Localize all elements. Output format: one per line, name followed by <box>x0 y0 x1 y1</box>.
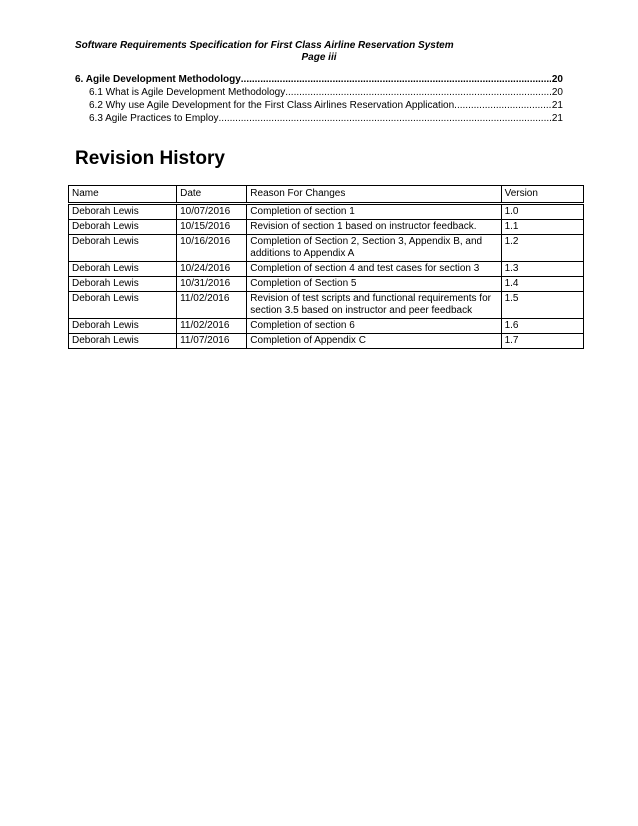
toc-entry-label: 6. Agile Development Methodology <box>75 74 241 85</box>
cell-version: 1.5 <box>501 292 583 319</box>
cell-date: 10/16/2016 <box>177 235 247 262</box>
column-header-name: Name <box>69 186 177 204</box>
cell-reason: Revision of test scripts and functional requirements for section 3.5 based on instructor and peer feedback <box>247 292 501 319</box>
cell-name: Deborah Lewis <box>69 220 177 235</box>
cell-version: 1.3 <box>501 262 583 277</box>
toc-entry-page: 20 <box>551 87 563 98</box>
cell-version: 1.6 <box>501 319 583 334</box>
cell-date: 10/15/2016 <box>177 220 247 235</box>
toc-entry-label: 6.3 Agile Practices to Employ <box>89 113 219 124</box>
cell-date: 10/31/2016 <box>177 277 247 292</box>
cell-date: 10/07/2016 <box>177 204 247 220</box>
cell-reason: Completion of Section 2, Section 3, Appendix B, and additions to Appendix A <box>247 235 501 262</box>
toc-entry-page: 21 <box>551 113 563 124</box>
toc-entry-label: 6.1 What is Agile Development Methodology <box>89 87 286 98</box>
cell-name: Deborah Lewis <box>69 292 177 319</box>
header-page-number: Page iii <box>301 52 337 63</box>
toc-entry[interactable] <box>75 73 563 86</box>
toc-entry-label: 6.2 Why use Agile Development for the First Class Airlines Reservation Application <box>89 100 455 111</box>
cell-reason: Completion of section 1 <box>247 204 501 220</box>
cell-name: Deborah Lewis <box>69 334 177 349</box>
cell-version: 1.1 <box>501 220 583 235</box>
cell-version: 1.4 <box>501 277 583 292</box>
toc-entry[interactable] <box>75 86 563 99</box>
cell-reason: Completion of section 6 <box>247 319 501 334</box>
table-row <box>69 220 584 235</box>
cell-version: 1.7 <box>501 334 583 349</box>
cell-date: 11/02/2016 <box>177 319 247 334</box>
toc-leader-dots <box>454 99 551 112</box>
table-row <box>69 277 584 292</box>
cell-reason: Completion of section 4 and test cases for section 3 <box>247 262 501 277</box>
cell-reason: Completion of Appendix C <box>247 334 501 349</box>
table-row <box>69 235 584 262</box>
cell-name: Deborah Lewis <box>69 235 177 262</box>
header-title: Software Requirements Specification for First Class Airline Reservation System <box>75 40 454 51</box>
cell-version: 1.2 <box>501 235 583 262</box>
cell-name: Deborah Lewis <box>69 277 177 292</box>
page-header <box>75 40 563 64</box>
cell-date: 11/02/2016 <box>177 292 247 319</box>
table-row <box>69 292 584 319</box>
table-row <box>69 204 584 220</box>
column-header-reason: Reason For Changes <box>247 186 501 204</box>
cell-name: Deborah Lewis <box>69 204 177 220</box>
toc-entry[interactable] <box>75 99 563 112</box>
cell-name: Deborah Lewis <box>69 262 177 277</box>
toc-entry[interactable] <box>75 112 563 125</box>
column-header-date: Date <box>177 186 247 204</box>
table-of-contents <box>75 73 563 125</box>
revision-history-table <box>68 185 584 349</box>
toc-entry-page: 20 <box>551 74 563 85</box>
cell-name: Deborah Lewis <box>69 319 177 334</box>
toc-entry-page: 21 <box>551 100 563 111</box>
cell-reason: Completion of Section 5 <box>247 277 501 292</box>
toc-leader-dots <box>219 112 551 125</box>
toc-leader-dots <box>241 73 551 86</box>
cell-version: 1.0 <box>501 204 583 220</box>
table-row <box>69 262 584 277</box>
table-row <box>69 334 584 349</box>
toc-leader-dots <box>285 86 551 99</box>
cell-reason: Revision of section 1 based on instructor feedback. <box>247 220 501 235</box>
cell-date: 11/07/2016 <box>177 334 247 349</box>
column-header-version: Version <box>501 186 583 204</box>
section-title: Revision History <box>75 148 225 169</box>
table-row <box>69 319 584 334</box>
table-header-row <box>69 186 584 204</box>
cell-date: 10/24/2016 <box>177 262 247 277</box>
